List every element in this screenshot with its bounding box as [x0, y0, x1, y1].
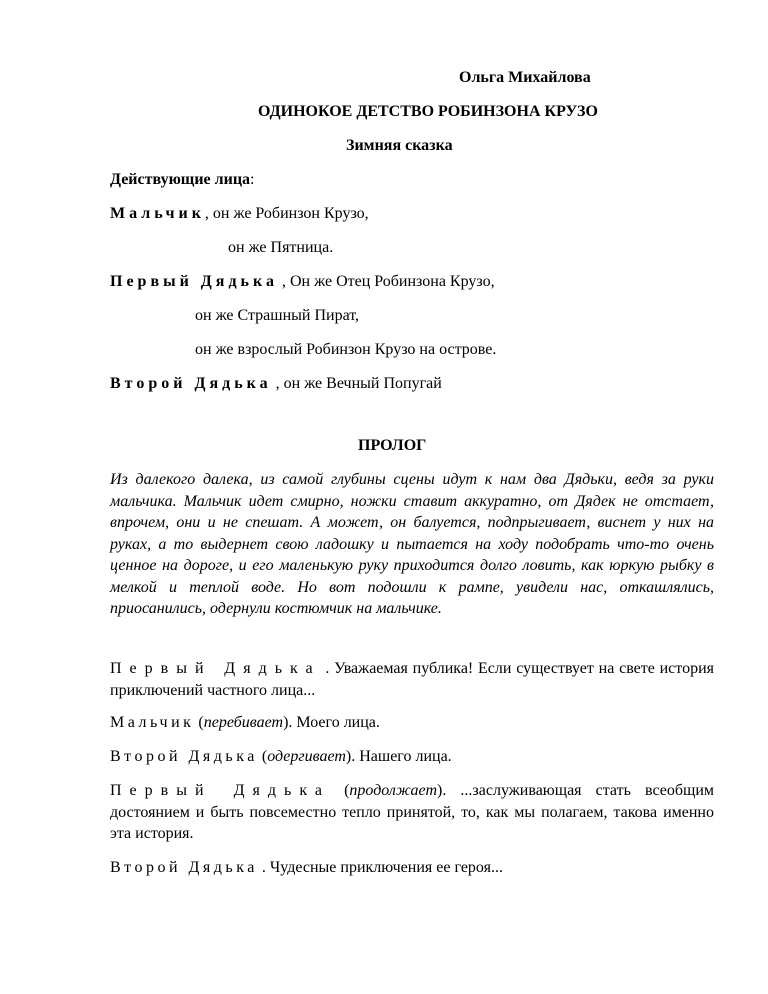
- dialogue-line-4: Первый Дядька (продолжает). ...заслуживающая стать всеобщим достоянием и быть повсеместно тепло принятой, то, как мы полагаем, такова именно эта история.: [110, 782, 715, 842]
- cast-boy: [110, 204, 369, 224]
- speech: . Моего лица.: [288, 714, 380, 731]
- cast-first-uncle-name: Первый Дядька: [110, 273, 278, 290]
- remark: перебивает: [203, 714, 284, 731]
- speech: . Уважаемая публика! Если существует на свете история приключений частного лица...: [110, 660, 714, 699]
- cast-first-uncle-alt2: он же взрослый Робинзон Крузо на острове.: [195, 341, 497, 358]
- remark: продолжает: [349, 782, 437, 799]
- stage-direction: Из далекого далека, из самой глубины сцены идут к нам два Дядьки, ведя за руки мальчика. Мальчик идет смирно, ножки ставит аккуратно, от Дядек не отстает, впрочем, они и не спешат. А может, он балуется, подпрыгивает, виснет у них на руках, а то выдернет свою ладошку и пытается на ходу подобрать что-то очень ценное на дороге, и его маленькую руку приходится долго ловить, как юркую рыбку в мелкой и теплой воде. Но вот подошли к рампе, увидели нас, откашлялись, приосанились, одернули костюмчик на мальчике.: [110, 471, 714, 617]
- dialogue-line-2: Мальчик (перебивает). Моего лица.: [110, 714, 380, 731]
- speech: . ...заслуживающая стать всеобщим достоянием и быть повсеместно тепло принятой, то, как мы полагаем, такова именно эта история.: [110, 782, 715, 842]
- play-subtitle: Зимняя сказка: [346, 137, 453, 154]
- cast-second-uncle-name: Второй Дядька: [110, 375, 272, 392]
- cast-first-uncle: [110, 272, 495, 292]
- cast-heading-colon: :: [250, 171, 255, 188]
- speech: . Нашего лица.: [351, 748, 452, 765]
- cast-heading: [110, 170, 255, 190]
- dialogue-line-5: [110, 857, 714, 879]
- dialogue-line-1: [110, 658, 714, 701]
- speech: . Чудесные приключения ее героя...: [257, 859, 503, 876]
- author-name: Ольга Михайлова: [459, 69, 591, 86]
- speaker: Второй Дядька: [110, 748, 258, 765]
- play-title: ОДИНОКОЕ ДЕТСТВО РОБИНЗОНА КРУЗО: [258, 103, 598, 120]
- cast-boy-alt: он же Пятница.: [228, 239, 334, 256]
- cast-first-uncle-desc: , Он же Отец Робинзона Крузо,: [278, 273, 495, 290]
- cast-second-uncle: [110, 374, 442, 394]
- cast-boy-desc: , он же Робинзон Крузо,: [204, 205, 369, 222]
- dialogue-line-3: Второй Дядька (одергивает). Нашего лица.: [110, 748, 452, 765]
- cast-boy-name: Мальчик: [110, 205, 205, 222]
- speaker: Мальчик: [110, 714, 195, 731]
- speaker: Первый Дядька: [110, 782, 330, 799]
- prologue-heading: ПРОЛОГ: [358, 437, 427, 454]
- remark: одергивает: [267, 748, 346, 765]
- speaker: Второй Дядька: [110, 859, 258, 876]
- cast-second-uncle-desc: , он же Вечный Попугай: [271, 375, 442, 392]
- speaker: Первый Дядька: [110, 660, 321, 677]
- cast-heading-text: Действующие лица: [110, 171, 251, 188]
- cast-first-uncle-alt1: он же Страшный Пират,: [195, 307, 360, 324]
